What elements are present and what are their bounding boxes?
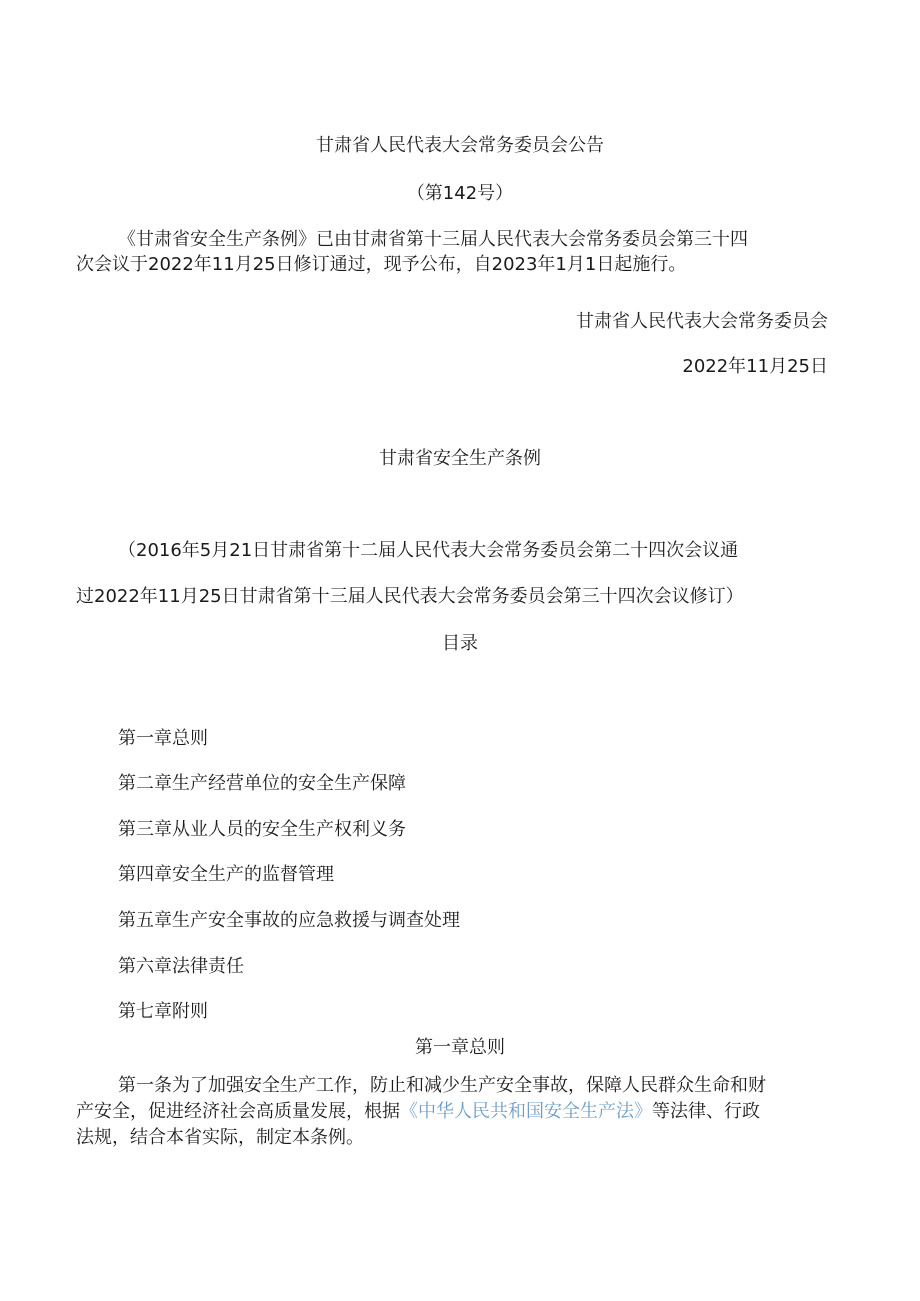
- toc-item-chapter-1[interactable]: 第一章总则: [118, 728, 208, 749]
- announcement-body-line-2: 次会议于2022年11月25日修订通过，现予公布，自2023年1月1日起施行。: [76, 254, 687, 275]
- regulation-history-line-1: （2016年5月21日甘肃省第十二届人民代表大会常务委员会第二十四次会议通: [118, 540, 739, 561]
- article-1-text: 产安全，促进经济社会高质量发展，根据: [76, 1101, 400, 1122]
- announcement-title: 甘肃省人民代表大会常务委员会公告: [316, 135, 604, 156]
- toc-item-chapter-6[interactable]: 第六章法律责任: [118, 956, 244, 977]
- regulation-title: 甘肃省安全生产条例: [379, 448, 541, 469]
- toc-item-chapter-2[interactable]: 第二章生产经营单位的安全生产保障: [118, 773, 406, 794]
- safety-production-law-link[interactable]: 《中华人民共和国安全生产法》: [400, 1101, 652, 1122]
- article-1-text-continued: 等法律、行政: [652, 1101, 760, 1122]
- announcement-issuer: 甘肃省人民代表大会常务委员会: [576, 311, 828, 332]
- article-1-line-2: [76, 1099, 760, 1125]
- article-1-line-1: 第一条为了加强安全生产工作，防止和减少生产安全事故，保障人民群众生命和财: [118, 1075, 766, 1096]
- announcement-number: （第142号）: [406, 183, 514, 204]
- toc-item-chapter-3[interactable]: 第三章从业人员的安全生产权利义务: [118, 819, 406, 840]
- announcement-date: 2022年11月25日: [682, 356, 828, 377]
- article-1-line-3: 法规，结合本省实际，制定本条例。: [76, 1127, 364, 1148]
- announcement-body-line-1: 《甘肃省安全生产条例》已由甘肃省第十三届人民代表大会常务委员会第三十四: [118, 229, 748, 250]
- toc-item-chapter-7[interactable]: 第七章附则: [118, 1001, 208, 1022]
- toc-item-chapter-4[interactable]: 第四章安全生产的监督管理: [118, 864, 334, 885]
- toc-item-chapter-5[interactable]: 第五章生产安全事故的应急救援与调查处理: [118, 910, 460, 931]
- toc-heading: 目录: [442, 633, 478, 654]
- chapter-1-heading: 第一章总则: [415, 1037, 505, 1058]
- regulation-history-line-2: 过2022年11月25日甘肃省第十三届人民代表大会常务委员会第三十四次会议修订）: [76, 586, 744, 607]
